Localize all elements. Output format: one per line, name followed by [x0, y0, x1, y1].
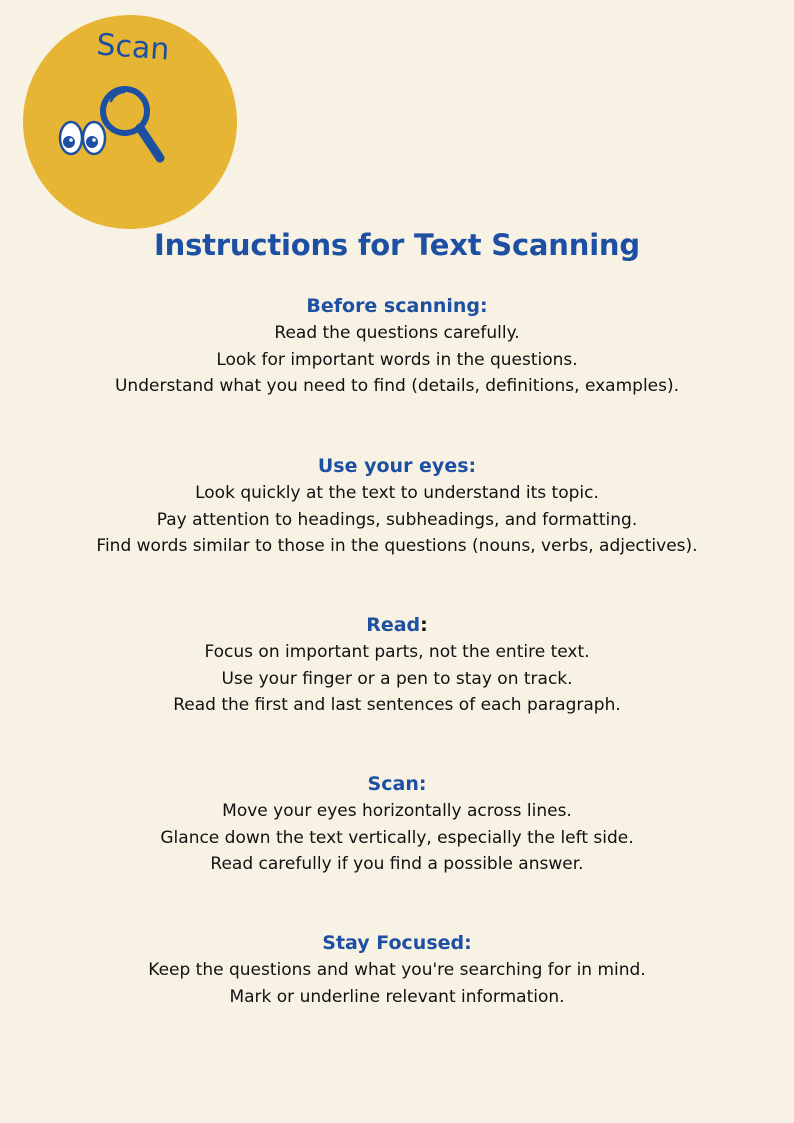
section-use-your-eyes	[0, 452, 794, 560]
section-heading: Scan:	[367, 773, 427, 795]
instruction-line: Keep the questions and what you're searching for in mind.	[148, 960, 646, 980]
logo-graphic	[23, 15, 237, 229]
instruction-line: Glance down the text vertically, especially the left side.	[160, 827, 634, 848]
instruction-line: Focus on important parts, not the entire text.	[204, 642, 590, 662]
section-before-scanning	[0, 292, 794, 400]
page-title: Instructions for Text Scanning	[154, 228, 640, 262]
section-heading-suffix: :	[420, 614, 428, 636]
instruction-line: Move your eyes horizontally across lines.	[222, 801, 572, 821]
section-heading-text: Read	[366, 614, 421, 636]
instruction-line: Mark or underline relevant information.	[229, 986, 565, 1007]
section-read	[0, 611, 794, 719]
section-heading: Use your eyes:	[317, 455, 477, 477]
instruction-line: Understand what you need to find (details, definitions, examples).	[114, 376, 680, 396]
instruction-line: Pay attention to headings, subheadings, and formatting.	[156, 509, 638, 530]
instruction-line: Use your finger or a pen to stay on track.	[221, 668, 573, 689]
section-scan	[0, 770, 794, 878]
instruction-line: Look for important words in the questions.	[216, 349, 578, 370]
section-heading: Before scanning:	[306, 295, 488, 317]
section-stay-focused	[0, 929, 794, 1010]
scan-logo	[23, 15, 237, 229]
instruction-line: Read the questions carefully.	[274, 323, 520, 343]
section-heading	[0, 611, 794, 639]
instruction-line: Look quickly at the text to understand its topic.	[195, 483, 599, 503]
instruction-line: Read carefully if you find a possible answer.	[210, 854, 584, 874]
logo-text: Scan	[95, 27, 171, 68]
instruction-line: Read the first and last sentences of each paragraph.	[173, 695, 621, 715]
section-heading: Stay Focused:	[322, 932, 472, 954]
instruction-line: Find words similar to those in the questions (nouns, verbs, adjectives).	[96, 536, 698, 556]
